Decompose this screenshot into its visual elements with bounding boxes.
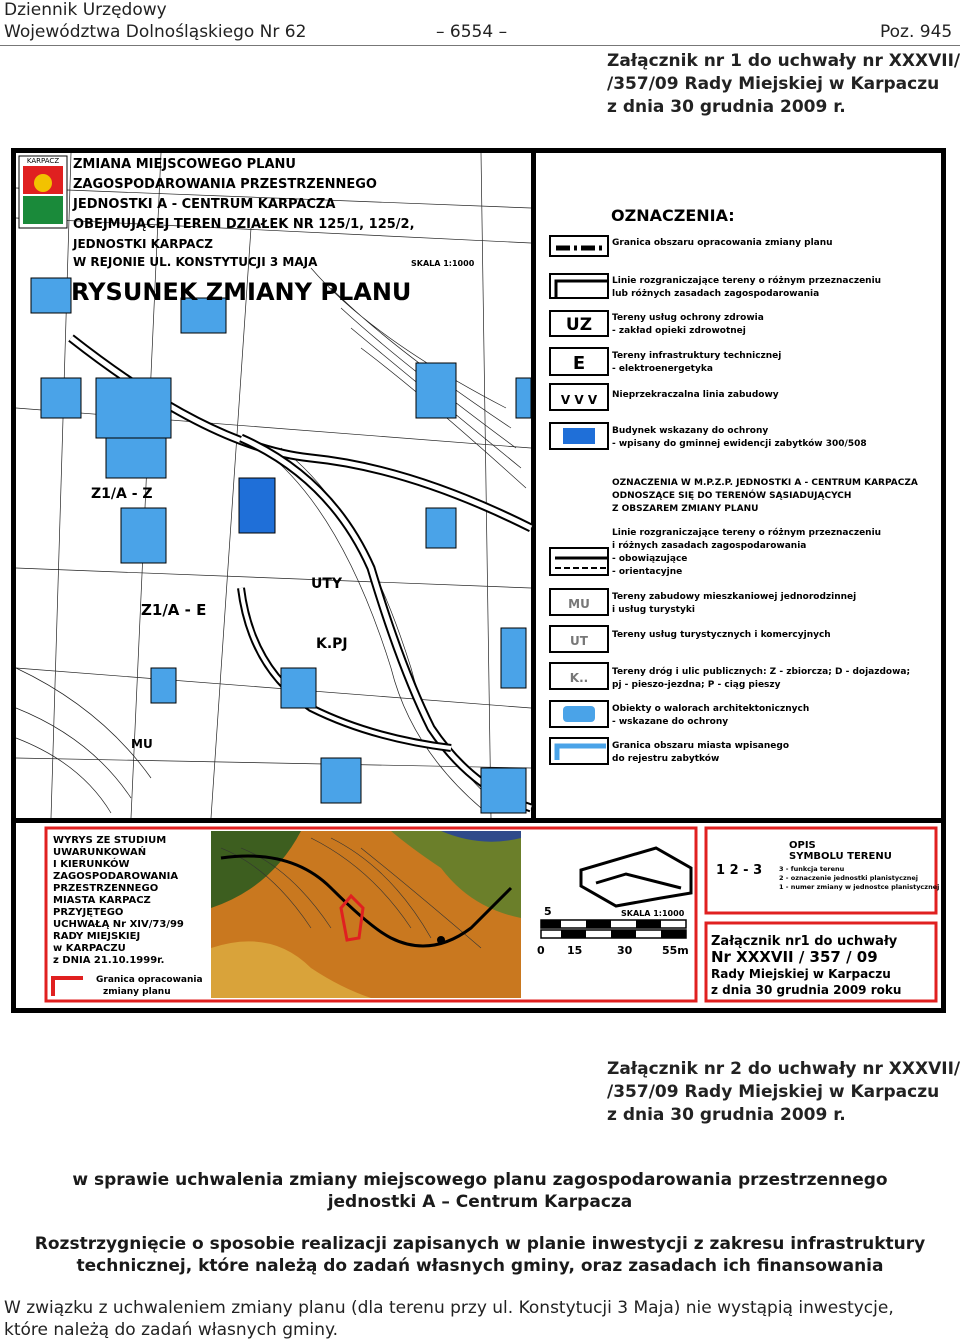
study-line3: I KIERUNKÓW <box>53 859 130 870</box>
drawing-title: RYSUNEK ZMIANY PLANU <box>71 278 412 306</box>
annex-1-line2: /357/09 Rady Miejskiej w Karpaczu <box>607 74 940 94</box>
legend-item-1-text: Granica obszaru opracowania zmiany planu <box>612 238 833 248</box>
legend-panel <box>536 153 941 818</box>
map-title-line5: JEDNOSTKI KARPACZ <box>73 237 213 251</box>
map-title-line6: W REJONIE UL. KONSTYTUCJI 3 MAJA <box>73 255 318 269</box>
attachment-box <box>706 923 936 1001</box>
legend-item-3-text2: - zakład opieki zdrowotnej <box>612 326 746 336</box>
symbol-desc-line2: 2 - oznaczenie jednostki planistycznej <box>779 874 918 882</box>
legend-item-4-text1: Tereny infrastruktury technicznej <box>612 351 782 361</box>
header-rule <box>0 45 960 46</box>
legend-title: OZNACZENIA: <box>611 206 735 225</box>
position-number: Poz. 945 <box>880 22 953 42</box>
study-line8: UCHWAŁĄ Nr XIV/73/99 <box>53 919 184 930</box>
map-zone-label-2: Z1/A - E <box>141 601 207 619</box>
legend2-item-k-text1: Tereny dróg i ulic publicznych: Z - zbiorcza; D - dojazdowa; <box>612 667 911 677</box>
annex-1-line3: z dnia 30 grudnia 2009 r. <box>607 97 846 117</box>
map-zone-label-4: K.PJ <box>316 636 348 652</box>
symbol-desc-title1: OPIS <box>789 840 816 851</box>
legend2-item-mu-text1: Tereny zabudowy mieszkaniowej jednorodzinnej <box>612 592 857 602</box>
study-map-image <box>211 831 521 998</box>
map-title-line1: ZMIANA MIEJSCOWEGO PLANU <box>73 157 296 172</box>
journal-name-line1: Dziennik Urzędowy <box>4 0 167 20</box>
legend2-title-line1: OZNACZENIA W M.P.Z.P. JEDNOSTKI A - CENTRUM KARPACZA <box>612 478 918 488</box>
attachment-box-line3: Rady Miejskiej w Karpaczu <box>711 967 891 981</box>
annex-1-line1: Załącznik nr 1 do uchwały nr XXXVII/ <box>607 51 960 71</box>
symbol-desc-line1: 3 - funkcja terenu <box>779 865 845 873</box>
legend2-item-heritage-text1: Granica obszaru miasta wpisanego <box>612 741 790 751</box>
logo-text: KARPACZ <box>26 157 60 165</box>
protected-building-swatch <box>563 428 595 444</box>
legend2-item-mu-text2: i usług turystyki <box>612 605 695 615</box>
symbol-desc-title2: SYMBOLU TERENU <box>789 851 892 862</box>
protected-building <box>239 478 275 533</box>
symbol-desc-line3: 1 - numer zmiany w jednostce planistycznej <box>779 883 940 891</box>
map-title-line4: OBEJMUJĄCEJ TEREN DZIAŁEK NR 125/1, 125/2, <box>73 217 415 232</box>
legend2-symbol-k: K.. <box>569 671 589 685</box>
study-line1: WYRYS ZE STUDIUM <box>53 835 167 846</box>
legend-item-6-text2: - wpisany do gminnej ewidencji zabytków 300/508 <box>612 439 867 449</box>
study-line9: RADY MIEJSKIEJ <box>53 931 141 942</box>
legend2-item-heritage-text2: do rejestru zabytków <box>612 754 720 764</box>
map-zone-label-3: UTY <box>311 576 343 592</box>
scale-tick-55m: 55m <box>662 944 689 957</box>
legend-symbol-uz: UZ <box>565 315 593 335</box>
legend2-lines-text4: - orientacyjne <box>612 567 683 577</box>
body-line1: W związku z uchwaleniem zmiany planu (dla terenu przy ul. Konstytucji 3 Maja) nie wystąpią inwestycje, <box>4 1298 894 1318</box>
map-panel <box>16 153 531 818</box>
legend2-item-k-text2: pj - pieszo-jezdna; P - ciąg pieszy <box>612 680 781 690</box>
legend2-symbol-mu: MU <box>568 597 590 611</box>
body-line2: które należą do zadań własnych gminy. <box>4 1320 339 1340</box>
attachment-box-line2: Nr XXXVII / 357 / 09 <box>711 948 878 966</box>
study-line10: w KARPACZU <box>53 943 126 954</box>
map-title-line2: ZAGOSPODAROWANIA PRZESTRZENNEGO <box>73 177 377 192</box>
legend-item-3-text1: Tereny usług ochrony zdrowia <box>612 313 764 323</box>
map-logo <box>19 156 67 228</box>
legend2-item-ut-text1: Tereny usług turystycznych i komercyjnych <box>612 630 831 640</box>
attachment-box-line4: z dnia 30 grudnia 2009 roku <box>711 983 902 997</box>
annex-2-line3: z dnia 30 grudnia 2009 r. <box>607 1105 846 1125</box>
legend2-lines-text3: - obowiązujące <box>612 554 688 564</box>
legend2-item-architecture-text2: - wskazane do ochrony <box>612 717 729 727</box>
symbol-desc-code: 1 2 - 3 <box>716 863 763 878</box>
legend-symbol-e: E <box>572 353 586 374</box>
legend-symbol-building-line: V V V <box>560 393 598 407</box>
scale-tick-30: 30 <box>617 944 633 957</box>
study-legend-line1: Granica opracowania <box>96 975 203 985</box>
scale-bar-label: SKALA 1:1000 <box>621 909 685 918</box>
map-zone-label-5: MU <box>131 737 153 751</box>
annex-2-heading <box>607 1058 960 1127</box>
study-line5: PRZESTRZENNEGO <box>53 883 159 894</box>
map-zone-label-1: Z1/A - Z <box>91 486 153 502</box>
legend2-title-line3: Z OBSZAREM ZMIANY PLANU <box>612 504 759 514</box>
study-line2: UWARUNKOWAŃ <box>53 847 147 858</box>
attachment-box-line1: Załącznik nr1 do uchwały <box>711 934 898 949</box>
legend2-lines-text1: Linie rozgraniczające tereny o różnym przeznaczeniu <box>612 528 882 538</box>
resolution-line2: technicznej, które należą do zadań własnych gminy, oraz zasadach ich finansowania <box>76 1256 884 1276</box>
legend2-item-architecture-text1: Obiekty o walorach architektonicznych <box>612 704 810 714</box>
study-line11: z DNIA 21.10.1999r. <box>53 955 165 966</box>
plan-figure <box>11 148 946 1013</box>
study-line4: ZAGOSPODAROWANIA <box>53 871 179 882</box>
legend-item-5-text: Nieprzekraczalna linia zabudowy <box>612 390 779 400</box>
symbol-description <box>706 828 939 913</box>
subject-line1: w sprawie uchwalenia zmiany miejscowego planu zagospodarowania przestrzennego <box>72 1170 888 1190</box>
annex-2-line2: /357/09 Rady Miejskiej w Karpaczu <box>607 1082 940 1102</box>
legend2-lines-text2: i różnych zasadach zagospodarowania <box>612 541 807 551</box>
legend-item-2-text2: lub różnych zasadach zagospodarowania <box>612 289 820 299</box>
study-line7: PRZYJĘTEGO <box>53 907 124 918</box>
scale-small-tick: 5 <box>544 905 552 918</box>
scale-tick-15: 15 <box>567 944 583 957</box>
journal-name-line2: Województwa Dolnośląskiego Nr 62 <box>4 22 307 42</box>
legend-item-6-text1: Budynek wskazany do ochrony <box>612 426 769 436</box>
map-title-line3: JEDNOSTKI A - CENTRUM KARPACZA <box>73 197 336 212</box>
legend-item-2-text1: Linie rozgraniczające tereny o różnym przeznaczeniu <box>612 276 882 286</box>
legend-item-4-text2: - elektroenergetyka <box>612 364 713 374</box>
annex-2-line1: Załącznik nr 2 do uchwały nr XXXVII/ <box>607 1059 960 1079</box>
subject-line2: jednostki A – Centrum Karpacza <box>327 1192 633 1212</box>
map-scale-note: SKALA 1:1000 <box>411 259 475 268</box>
resolution-line1: Rozstrzygnięcie o sposobie realizacji zapisanych w planie inwestycji z zakresu infrastruktury <box>34 1234 926 1254</box>
legend2-title-line2: ODNOSZĄCE SIĘ DO TERENÓW SĄSIADUJĄCYCH <box>612 491 852 501</box>
scale-tick-0: 0 <box>537 944 545 957</box>
study-line6: MIASTA KARPACZ <box>53 895 151 906</box>
annex-1-heading <box>607 50 960 119</box>
study-legend-line2: zmiany planu <box>103 987 171 997</box>
page-number: – 6554 – <box>436 22 508 42</box>
legend2-symbol-ut: UT <box>570 634 588 648</box>
